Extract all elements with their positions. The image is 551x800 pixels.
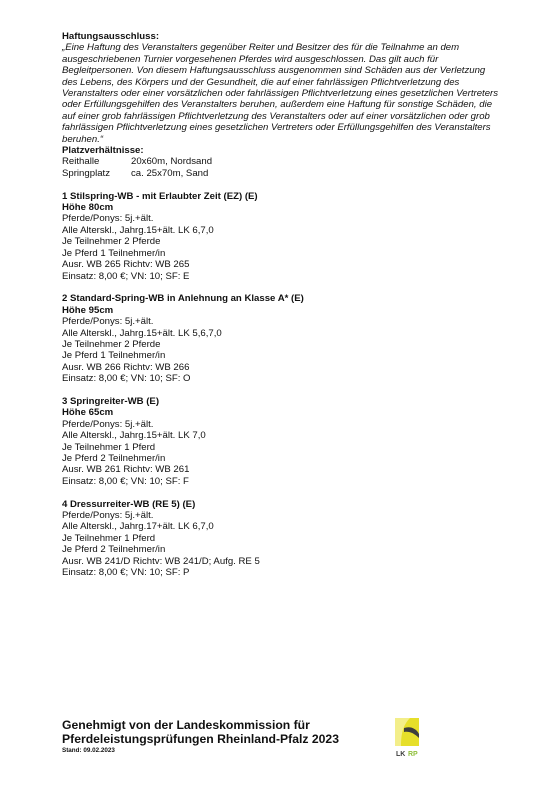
event-line: Je Pferd 1 Teilnehmer/in [62,247,166,259]
event-line: Alle Alterskl., Jahrg.15+ält. LK 5,6,7,0 [62,327,222,339]
venue-heading: Platzverhältnisse: [62,145,144,157]
event-block [62,293,502,384]
event-title: 3 Springreiter-WB (E) [62,395,160,407]
event-line: Ausr. WB 265 Richtv: WB 265 [62,259,190,271]
event-line: Alle Alterskl., Jahrg.15+ält. LK 6,7,0 [62,224,214,236]
logo-rp-text: RP [408,751,418,758]
footer-line-1: Genehmigt von der Landeskommission für [62,718,310,732]
lk-rp-logo [392,716,422,758]
event-line: Einsatz: 8,00 €; VN: 10; SF: F [62,475,189,487]
venue-name: Springplatz [62,167,110,179]
event-block [62,499,502,579]
event-line: Alle Alterskl., Jahrg.15+ält. LK 7,0 [62,430,206,442]
venue-row [62,168,502,179]
event-block [62,191,502,282]
event-line: Einsatz: 8,00 €; VN: 10; SF: O [62,373,191,385]
venue-row [62,156,502,167]
event-line: Einsatz: 8,00 €; VN: 10; SF: P [62,567,190,579]
footer [62,718,402,755]
event-line: Ausr. WB 266 Richtv: WB 266 [62,361,190,373]
venue-name: Reithalle [62,156,100,168]
event-line: Je Pferd 2 Teilnehmer/in [62,544,166,556]
event-line: Je Pferd 2 Teilnehmer/in [62,452,166,464]
event-line: Je Teilnehmer 2 Pferde [62,338,161,350]
footer-line-2: Pferdeleistungsprüfungen Rheinland-Pfalz 2023 [62,732,339,746]
event-line: Ausr. WB 261 Richtv: WB 261 [62,464,190,476]
event-line: Je Teilnehmer 2 Pferde [62,236,161,248]
event-height: Höhe 80cm [62,202,114,214]
event-line: Alle Alterskl., Jahrg.17+ält. LK 6,7,0 [62,521,214,533]
event-line: Je Teilnehmer 1 Pferd [62,532,156,544]
event-title: 2 Standard-Spring-WB in Anlehnung an Klasse A* (E) [62,293,304,305]
event-line: Einsatz: 8,00 €; VN: 10; SF: E [62,270,190,282]
venue-value: ca. 25x70m, Sand [131,167,209,179]
event-line: Pferde/Ponys: 5j.+ält. [62,213,154,225]
event-line: Ausr. WB 241/D Richtv: WB 241/D; Aufg. RE 5 [62,555,260,567]
event-line: Pferde/Ponys: 5j.+ält. [62,418,154,430]
event-title: 1 Stilspring-WB - mit Erlaubter Zeit (EZ) (E) [62,190,258,202]
event-title: 4 Dressurreiter-WB (RE 5) (E) [62,498,196,510]
liability-heading: Haftungsausschluss: [62,31,160,42]
liability-text: „Eine Haftung des Veranstalters gegenüber Reiter und Besitzer des für die Teilnahme an dem ausgeschriebenen Turnier vorgesehenen Pferdes wird ausgeschlossen. Das gilt auch für Begleitpersonen. Von diesem Haftungsausschluss ausgenommen sind Schäden aus der Verletzung des Lebens, des Körpers und der Gesundheit, die auf einer fahrlässigen Pflichtverletzung des Veranstalters oder einer vorsätzlichen oder fahrlässigen Pflichtverletzung eines gesetzlichen Vertreters oder Erfüllungsgehilfen des Veranstalters beruhen, außerdem eine Haftung für sonstige Schäden, die auf einer grob fahrlässigen Pflichtverletzung des Veranstalters oder auf einer vorsätzlichen oder grob fahrlässigen Pflichtverletzung eines gesetzlichen Vertreters oder Erfüllungsgehilfen des Veranstalters beruhen.“ [62,42,499,145]
event-line: Pferde/Ponys: 5j.+ält. [62,510,154,521]
document-body [62,31,502,578]
venue-value: 20x60m, Nordsand [131,156,213,168]
event-line: Pferde/Ponys: 5j.+ält. [62,316,154,328]
event-height: Höhe 65cm [62,407,114,419]
event-height: Höhe 95cm [62,304,114,316]
event-block [62,396,502,487]
stand-date: Stand: 09.02.2023 [62,747,115,754]
event-line: Je Pferd 1 Teilnehmer/in [62,350,166,362]
logo-lk-text: LK [396,751,406,758]
event-line: Je Teilnehmer 1 Pferd [62,441,156,453]
